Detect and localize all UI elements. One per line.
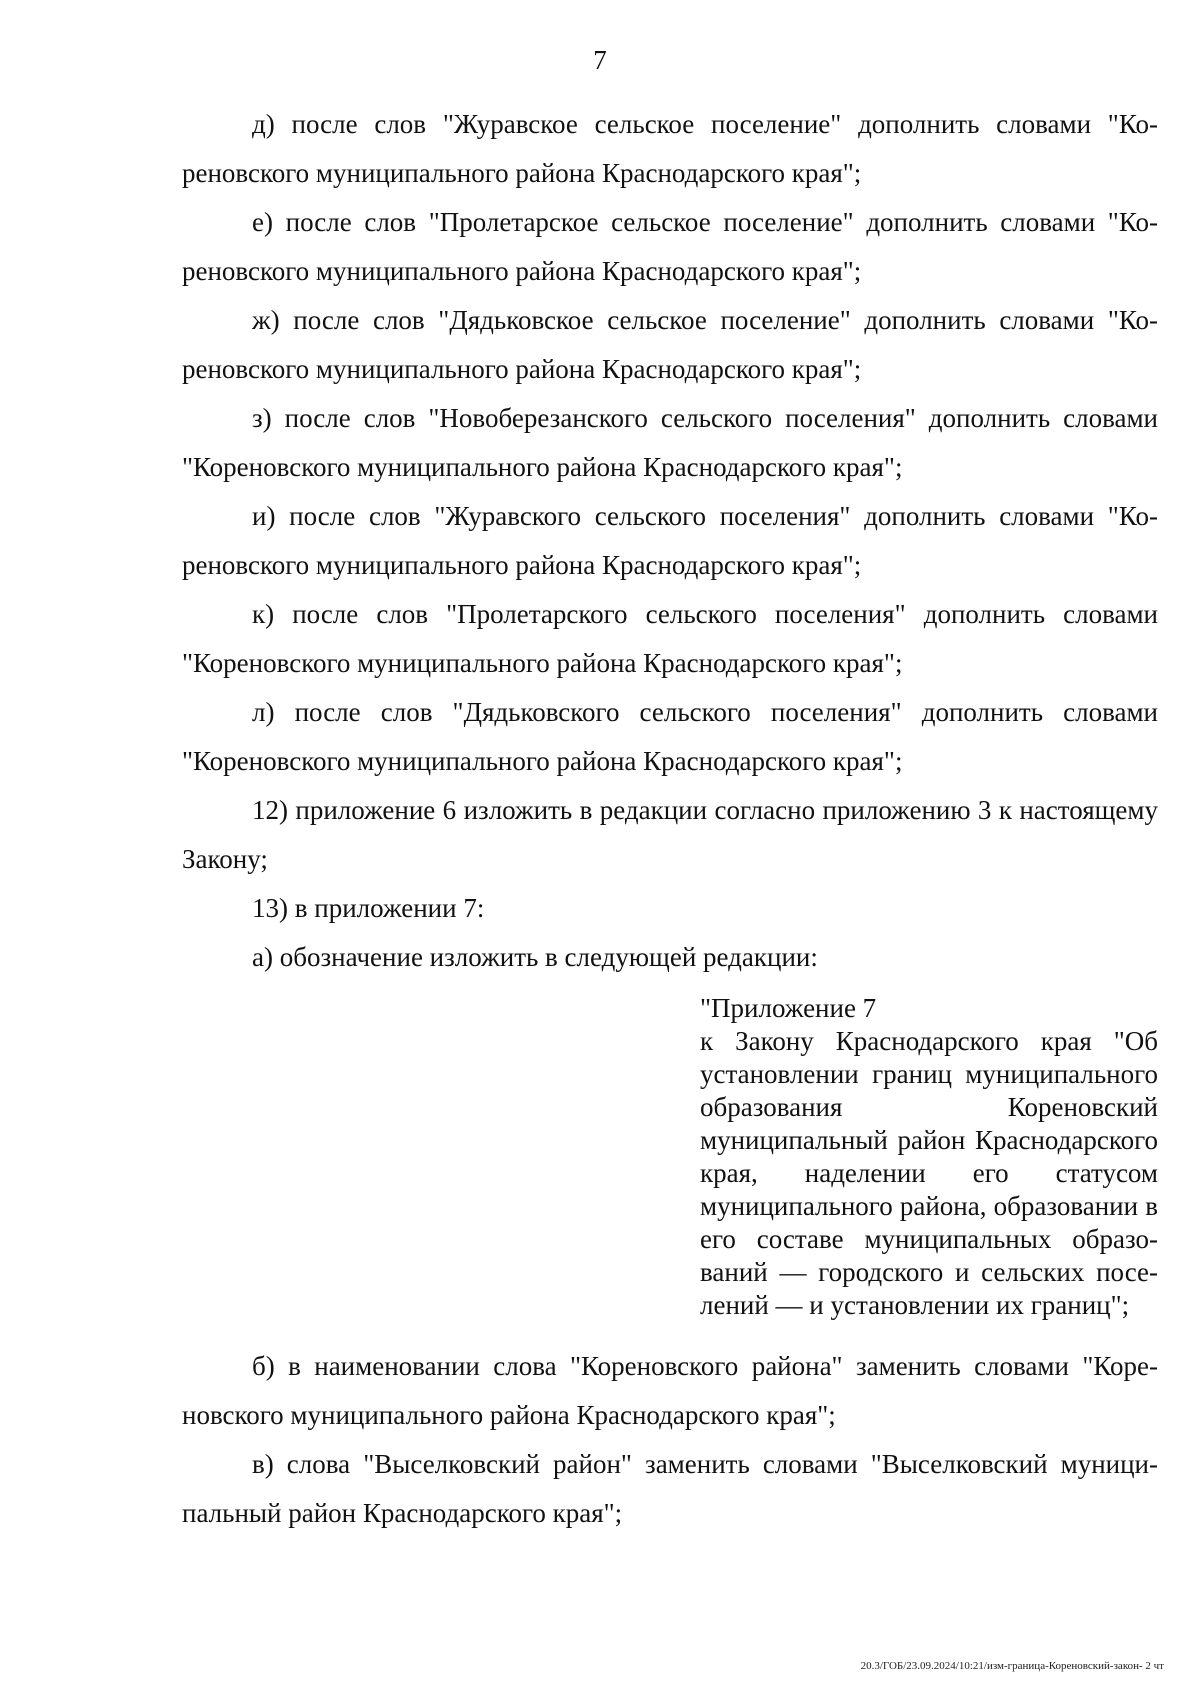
paragraph-v: в) слова "Выселковский район" заменить словами "Выселковский муниципальный район Краснодарского края"; — [182, 1449, 1158, 1528]
paragraph-a: а) обозначение изложить в следующей редакции: — [252, 942, 818, 972]
paragraph-z: з) после слов "Новоберезанского сельского поселения" дополнить словами "Кореновского муниципального района Краснодарского края"; — [182, 403, 1158, 482]
paragraph-l: л) после слов "Дядьковского сельского поселения" дополнить словами "Кореновского муниципального района Краснодарского края"; — [182, 697, 1158, 776]
paragraph-k: к) после слов "Пролетарского сельского поселения" дополнить словами "Кореновского муниципального района Краснодарского края"; — [182, 599, 1158, 678]
body-text — [182, 100, 1158, 982]
paragraph-d: д) после слов "Журавское сельское поселение" дополнить словами "Кореновского муниципального района Краснодарского края"; — [182, 109, 1158, 188]
footer-code: 20.3/ГОБ/23.09.2024/10:21/изм-граница-Кореновский-закон- 2 чт — [860, 1660, 1164, 1672]
paragraph-i: и) после слов "Журавского сельского поселения" дополнить словами "Кореновского муниципального района Краснодарского края"; — [182, 501, 1158, 580]
paragraph-13: 13) в приложении 7: — [252, 893, 485, 923]
appendix-text: к Закону Краснодарского края "Об установлении границ муниципального образования Кореновский муниципальный район Краснодарского края, наделении его статусом муниципального района, образовании в его составе муниципальных образований — городского и сельских поселений — и установлении их границ"; — [700, 1026, 1158, 1320]
paragraph-e: е) после слов "Пролетарское сельское поселение" дополнить словами "Кореновского муниципального района Краснодарского края"; — [182, 207, 1158, 286]
paragraph-zh: ж) после слов "Дядьковское сельское поселение" дополнить словами "Кореновского муниципального района Краснодарского края"; — [182, 305, 1158, 384]
appendix-title: "Приложение 7 — [700, 993, 877, 1023]
paragraph-b: б) в наименовании слова "Кореновского района" заменить словами "Кореновского муниципального района Краснодарского края"; — [182, 1351, 1158, 1430]
lower-text — [182, 1342, 1158, 1538]
page-number: 7 — [593, 45, 607, 75]
paragraph-12: 12) приложение 6 изложить в редакции согласно приложению 3 к настоящему Закону; — [182, 795, 1158, 874]
appendix-caption — [700, 992, 1158, 1322]
